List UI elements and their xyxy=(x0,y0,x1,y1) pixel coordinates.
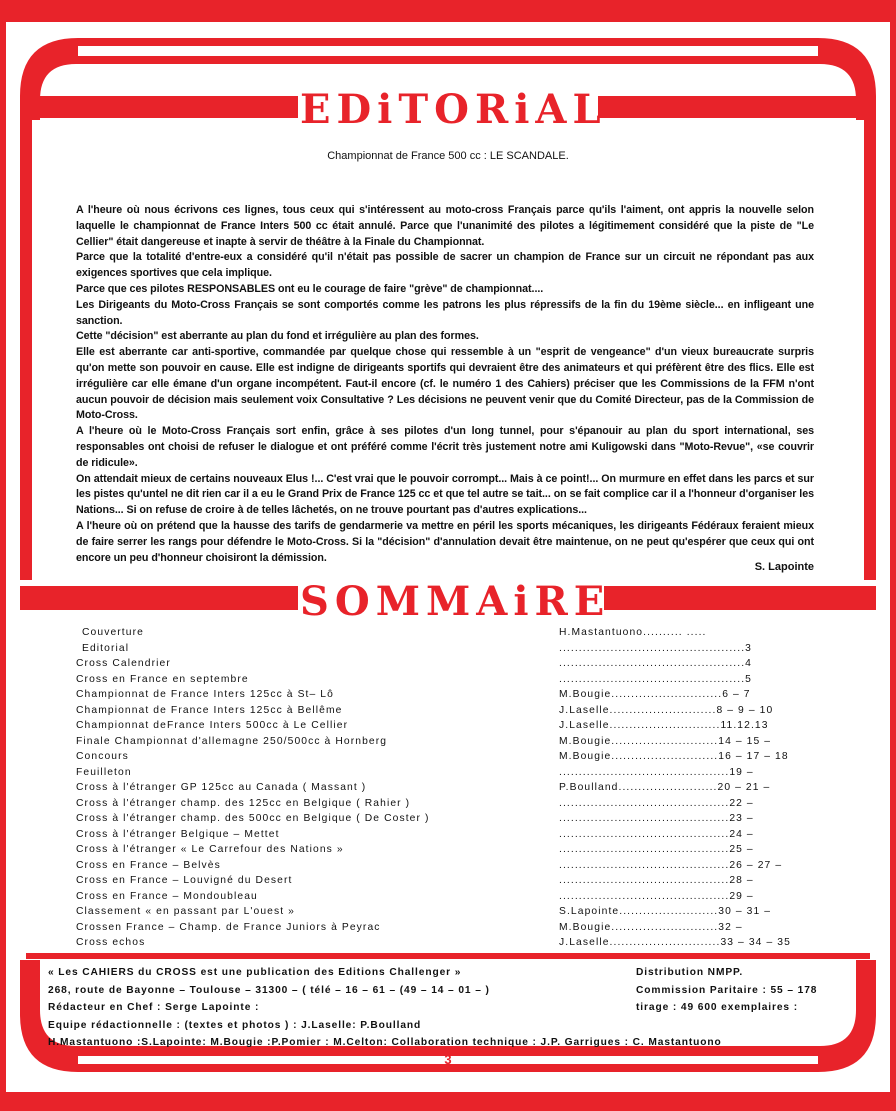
toc-row[interactable] xyxy=(76,641,816,657)
contributors-line: H.Mastantuono :S.Lapointe: M.Bougie :P.Pomier : M.Celton: Collaboration technique : J.P. Garrigues : C. Mastantuono xyxy=(48,1037,722,1048)
publication-credits xyxy=(48,964,858,1052)
toc-row[interactable] xyxy=(76,827,816,843)
editorial-signature: S. Lapointe xyxy=(754,561,814,573)
editorial-paragraph: A l'heure où on prétend que la hausse des tarifs de gendarmerie va mettre en péril les sports mécaniques, les dirigeants Fédéraux feraient mieux de faire serrer les rangs pour défendre le Moto-Cross. Si la "décision" d'annulation devait être maintenue, on ne peut qu'espérer que ceux qui ont encore un peu d'honneur choisiront la démission. xyxy=(76,519,814,564)
toc-row[interactable] xyxy=(76,873,816,889)
toc-title: Championnat de France Inters 125cc à Bellême xyxy=(76,704,343,716)
editorial-body xyxy=(76,203,814,566)
toc-author-page: ...............................................3 xyxy=(559,642,752,654)
toc-title: Cross à l'étranger Belgique – Mettet xyxy=(76,828,280,840)
address-line: 268, route de Bayonne – Toulouse – 31300 – ( télé – 16 – 61 – (49 – 14 – 01 – ) xyxy=(48,984,490,996)
toc-row[interactable] xyxy=(76,811,816,827)
toc-row[interactable] xyxy=(76,935,816,951)
toc-title: Classement « en passant par L'ouest » xyxy=(76,906,295,917)
toc-title: Cross Calendrier xyxy=(76,658,171,669)
toc-author-page: ...........................................24 – xyxy=(559,828,754,840)
toc-row[interactable] xyxy=(76,858,816,874)
sommaire-title: SOMMAiRE xyxy=(300,578,611,625)
editorial-paragraph: A l'heure où nous écrivons ces lignes, tous ceux qui s'intéressent au moto-cross Français parce qu'ils l'aiment, ont appris la nouvelle selon laquelle le championnat de France Inters 500 cc était annulé. Parce que l'unanimité des pilotes a légitimement considéré que la piste de "Le Cellier" était dangereuse et inapte à servir de théâtre à la Finale du Championnat. xyxy=(76,204,814,248)
toc-author-page: ...........................................22 – xyxy=(559,797,754,809)
toc-title: Cross à l'étranger « Le Carrefour des Nations » xyxy=(76,844,344,855)
editorial-paragraph: A l'heure où le Moto-Cross Français sort enfin, grâce à ses pilotes d'un long tunnel, pour s'épanouir au plan du sport international, ses responsables ont choisi de refuser le dialogue et ont préféré comme l'écrit très justement notre ami Kuligowski dans "Moto-Revue", «se couvrir de ridicule». xyxy=(76,425,814,469)
toc-title: Cross en France – Belvès xyxy=(76,859,221,871)
toc-row[interactable] xyxy=(76,703,816,719)
toc-title: Crossen France – Champ. de France Juniors à Peyrac xyxy=(76,921,381,933)
editorial-paragraph: On attendait mieux de certains nouveaux Elus !... C'est vrai que le pouvoir corrompt... Mais à ce point!... On murmure en effet dans les parcs et sur les pistes qu'untel ne dit rien car il a eu le Grand Prix de France 125 cc et que tel autre se tait... on se fait complice car il a l'honneur d'organiser les Nations... Si on refuse de croire à de telles lâchetés, on ne trouve pourtant pas d'autres explications... xyxy=(76,472,814,517)
toc-row[interactable] xyxy=(76,842,816,858)
toc-row[interactable] xyxy=(76,625,816,641)
toc-title: Finale Championnat d'allemagne 250/500cc à Hornberg xyxy=(76,735,388,747)
distribution-line: Distribution NMPP. xyxy=(636,967,744,978)
editorial-subtitle: Championnat de France 500 cc : LE SCANDALE. xyxy=(327,150,569,162)
toc-author-page: ...........................................23 – xyxy=(559,813,754,824)
toc-title: Cross à l'étranger GP 125cc au Canada ( Massant ) xyxy=(76,782,367,793)
toc-row[interactable] xyxy=(76,687,816,703)
toc-row[interactable] xyxy=(76,889,816,905)
frame-right-side xyxy=(864,110,876,580)
editor-line: Rédacteur en Chef : Serge Lapointe : xyxy=(48,1002,260,1013)
frame-top-stripe xyxy=(78,46,818,56)
toc-title: Couverture xyxy=(82,627,144,638)
toc-title: Championnat deFrance Inters 500cc à Le Cellier xyxy=(76,720,349,731)
toc-title: Feuilleton xyxy=(76,766,132,778)
frame-bottom-border xyxy=(0,1092,896,1111)
toc-author-page: ...............................................5 xyxy=(559,673,752,685)
editorial-right-bar xyxy=(598,96,856,118)
team-line: Equipe rédactionnelle : (textes et photos ) : J.Laselle: P.Boulland xyxy=(48,1019,422,1031)
editorial-paragraph: Parce que la totalité d'entre-eux a considéré qu'il n'était pas possible de sacrer un champion de France sur un circuit ne répondant pas aux exigences sportives que cela implique. xyxy=(76,251,814,280)
toc-author-page: ...........................................19 – xyxy=(559,766,754,778)
sommaire-heading xyxy=(300,578,611,625)
toc-row[interactable] xyxy=(76,780,816,796)
toc-title: Concours xyxy=(76,751,129,762)
toc-title: Championnat de France Inters 125cc à St– Lô xyxy=(76,689,334,700)
toc-title: Cross echos xyxy=(76,937,146,948)
editorial-title: EDiTORiAL xyxy=(300,86,607,133)
sommaire-left-bar xyxy=(20,586,298,610)
toc-row[interactable] xyxy=(76,656,816,672)
toc-row[interactable] xyxy=(76,765,816,781)
toc-author-page: ...........................................25 – xyxy=(559,844,754,855)
editorial-paragraph: Les Dirigeants du Moto-Cross Français se sont comportés comme les patrons les plus répressifs de la fin du 19ème siècle... en infligeant une sanction. xyxy=(76,298,814,327)
toc-row[interactable] xyxy=(76,718,816,734)
editorial-paragraph: Elle est aberrante car anti-sportive, commandée par quelque chose qui ressemble à un "esprit de vengeance" d'un vieux bureaucrate surpris qu'on mette son pouvoir en cause. Elle est indigne de dirigeants sportifs qui devraient être des animateurs et qui préfèrent être des flics. Elle est irrégulière car elle émane d'un organe incompétent. Faut-il encore (cf. le numéro 1 des Cahiers) préciser que les Commissions de la FFM n'ont aucun pouvoir de décision mais seulement voix Consultative ? Les décisions ne peuvent venir que du Comité Directeur, pas de la Commission de Moto-Cross. xyxy=(76,346,814,422)
frame-left-border xyxy=(0,0,6,1111)
editorial-paragraph: Cette "décision" est aberrante au plan du fond et irrégulière au plan des formes. xyxy=(76,330,479,343)
toc-author-page: M.Bougie...........................14 – 15 – xyxy=(559,735,772,747)
publisher-line: « Les CAHIERS du CROSS est une publication des Editions Challenger » xyxy=(48,967,462,978)
toc-row[interactable] xyxy=(76,920,816,936)
print-run-line: tirage : 49 600 exemplaires : xyxy=(636,1002,799,1013)
toc-row[interactable] xyxy=(76,749,816,765)
table-of-contents xyxy=(76,625,816,951)
toc-row[interactable] xyxy=(76,796,816,812)
toc-author-page: M.Bougie...........................16 – 17 – 18 xyxy=(559,751,789,762)
editorial-left-bar xyxy=(40,96,298,118)
toc-author-page: S.Lapointe.........................30 – 31 – xyxy=(559,906,772,917)
commission-line: Commission Paritaire : 55 – 178 xyxy=(636,984,818,996)
toc-author-page: M.Bougie............................6 – 7 xyxy=(559,689,751,700)
toc-author-page: ...........................................28 – xyxy=(559,875,754,886)
toc-author-page: J.Laselle...........................8 – 9 – 10 xyxy=(559,704,774,716)
toc-row[interactable] xyxy=(76,672,816,688)
page-number: 3 xyxy=(444,1052,452,1067)
toc-title: Cross en France – Mondoubleau xyxy=(76,890,258,902)
toc-author-page: M.Bougie...........................32 – xyxy=(559,921,743,933)
toc-row[interactable] xyxy=(76,734,816,750)
footer-separator xyxy=(26,953,870,959)
toc-author-page: P.Boulland.........................20 – 21 – xyxy=(559,782,771,793)
toc-title: Cross à l'étranger champ. des 500cc en Belgique ( De Coster ) xyxy=(76,813,430,824)
editorial-paragraph: Parce que ces pilotes RESPONSABLES ont eu le courage de faire "grève" de championnat.... xyxy=(76,282,544,295)
editorial-heading xyxy=(300,86,607,133)
toc-author-page: ...............................................4 xyxy=(559,658,752,669)
toc-title: Editorial xyxy=(82,642,130,654)
toc-row[interactable] xyxy=(76,904,816,920)
toc-author-page: ...........................................26 – 27 – xyxy=(559,859,783,871)
toc-author-page: ...........................................29 – xyxy=(559,890,754,902)
toc-title: Cross en France en septembre xyxy=(76,673,249,685)
frame-top-border xyxy=(0,0,896,22)
frame-right-border xyxy=(890,0,896,1111)
toc-author-page: J.Laselle............................11.12.13 xyxy=(559,720,769,731)
toc-author-page: H.Mastantuono.......... ..... xyxy=(559,627,707,638)
toc-title: Cross à l'étranger champ. des 125cc en Belgique ( Rahier ) xyxy=(76,797,411,809)
frame-left-side xyxy=(20,110,32,580)
toc-title: Cross en France – Louvigné du Desert xyxy=(76,875,293,886)
toc-author-page: J.Laselle............................33 – 34 – 35 xyxy=(559,937,791,948)
sommaire-right-bar xyxy=(604,586,876,610)
